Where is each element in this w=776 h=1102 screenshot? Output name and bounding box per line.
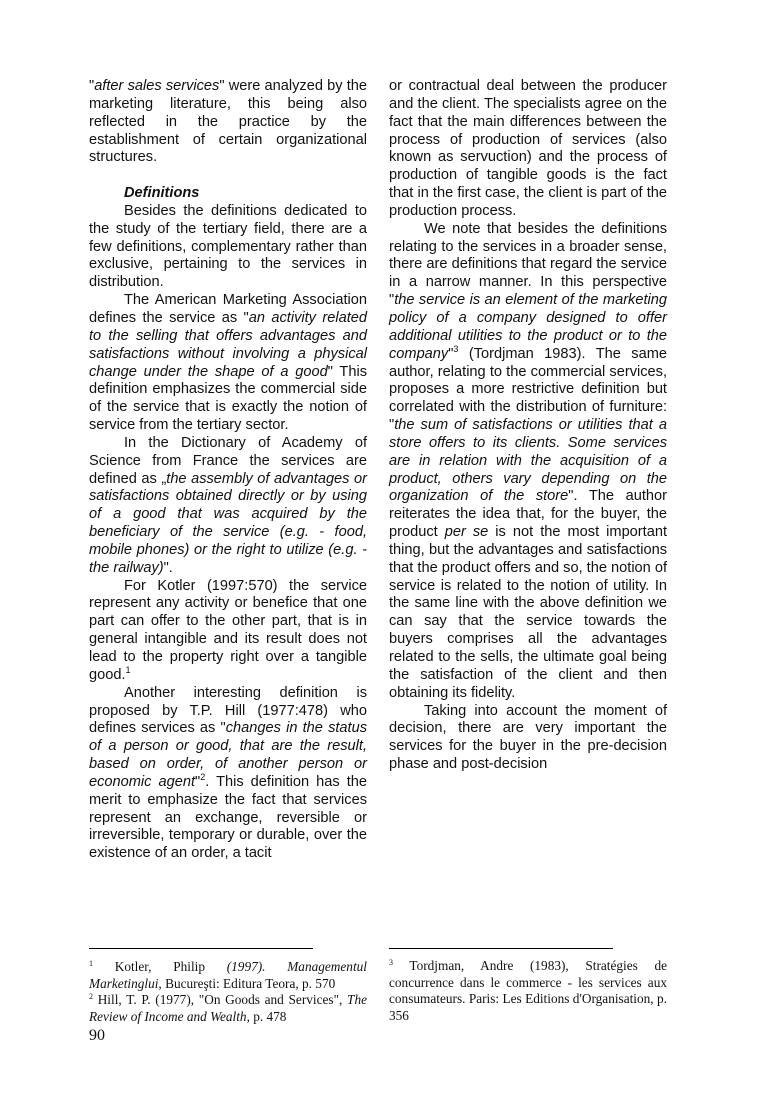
footnote: $^2$ Hill, T. P. (1977), "On Goods and Services", The Review of Income and Wealth, p. 478 xyxy=(89,992,367,1024)
paragraph: or contractual deal between the producer and the client. The specialists agree on the fact that the main differences between the process of production of services (also known as servuction) and the process of production of tangible goods is the fact that in the first case, the client is part of the production process. xyxy=(389,78,667,219)
footnote-divider xyxy=(389,948,613,949)
footnote-ref: 2 xyxy=(200,771,206,782)
footnote-ref: 3 xyxy=(453,343,459,354)
paragraph: We note that besides the definitions relating to the services in a broader sense, there are definitions that regard the service in a narrow manner. In this perspective "the service is an element of the marketing policy of a company designed to offer additional utilities to the product or to the company"$^3$ (Tordjman 1983). The same author, relating to the commercial services, proposes a more restrictive definition but correlated with the distribution of furniture: "the sum of satisfactions or utilities that a store offers to its clients. Some services are in relation with the acquisition of a product, others vary depending on the organization of the store". The author reiterates the idea that, for the buyer, the product per se is not the most important thing, but the advantages and satisfactions that the product offers and so, the notion of service is related to the notion of utility. In the same line with the above definition we can say that the service towards the buyers comprises all the advantages related to the sells, the ultimate goal being the satisfaction of the client and then obtaining its fidelity. xyxy=(389,220,668,701)
left-text-column xyxy=(89,78,367,863)
footnote: $^3$ Tordjman, Andre (1983), Stratégies de concurrence dans le commerce - les services aux consumateurs. Paris: Les Editions d'Organisation, p. 356 xyxy=(389,958,667,1023)
right-text-column xyxy=(389,78,667,774)
paragraph: Another interesting definition is proposed by T.P. Hill (1977:478) who defines services as "changes in the status of a person or good, that are the result, based on order, of another person or economic agent"$^2$. This definition has the merit to emphasize the fact that services represent an exchange, reversible or irreversible, temporary or durable, over the existence of an order, a tacit xyxy=(89,684,368,862)
paragraph: In the Dictionary of Academy of Science from France the services are defined as „the assembly of advantages or satisfactions obtained directly or by using of a good that was acquired by the beneficiary of the service (e.g. - food, mobile phones) or the right to utilize (e.g. - the railway)". xyxy=(89,434,367,576)
paragraph: For Kotler (1997:570) the service represent any activity or benefice that one part can offer to the other part, that is in general intangible and its result does not lead to the property right over a tangible good.$^1$ xyxy=(89,577,367,683)
paragraph: "after sales services" were analyzed by the marketing literature, this being also reflected in the practice by the establishment of certain organizational structures. xyxy=(89,78,367,166)
footnote: $^1$ Kotler, Philip (1997). Managementul Marketinglui, Bucureşti: Editura Teora, p. 570 xyxy=(89,959,367,991)
footnote-ref: 1 xyxy=(125,664,131,675)
footnote-divider xyxy=(89,948,313,949)
footnotes-left xyxy=(89,959,367,1025)
paragraph: Taking into account the moment of decision, there are very important the services for the buyer in the pre-decision phase and post-decision xyxy=(389,702,667,773)
paragraph: Besides the definitions dedicated to the study of the tertiary field, there are a few definitions, complementary rather than exclusive, pertaining to the services in distribution. xyxy=(89,202,367,291)
section-heading: Definitions xyxy=(124,185,200,202)
footnotes-right xyxy=(389,958,667,1024)
page-number: 90 xyxy=(89,1027,105,1044)
paragraph: The American Marketing Association defines the service as "an activity related to the selling that offers advantages and satisfactions without involving a physical change under the shape of a good" This definition emphasizes the commercial side of the service that is exactly the notion of service from the tertiary sector. xyxy=(89,292,367,434)
